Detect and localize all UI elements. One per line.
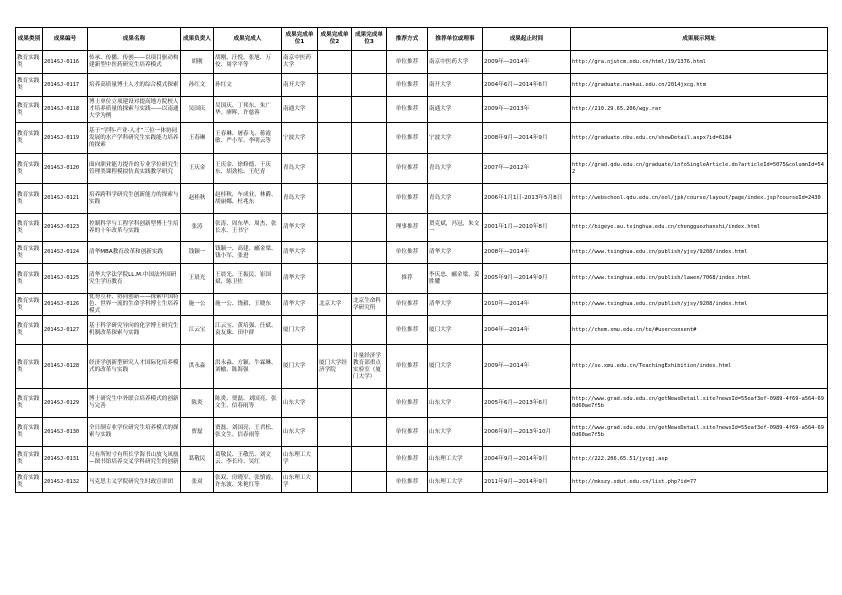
cell-period: 2009年—2013年 [483,97,571,123]
cell-category: 教育实践类 [16,345,43,389]
cell-method: 单位推荐 [387,154,428,184]
cell-leader: 钱颖一 [181,242,214,264]
cell-unit3 [352,97,387,123]
table-row [16,418,828,447]
cell-recommender: 厦门大学 [428,316,483,345]
cell-category: 教育实践类 [16,472,43,493]
cell-members: 孙红文 [214,74,282,97]
cell-members: 施一公、饶毅、王晓东 [214,294,282,316]
cell-code: 2014SJ-0116 [43,51,88,74]
cell-url[interactable]: http://www.grad.sdu.edu.cn/getNewsDetail.site?newsId=55eaf3ef-0989-4f69-a564-690d60ae7f5b [571,418,828,447]
table-row [16,447,828,472]
cell-code: 2014SJ-0120 [43,154,88,184]
cell-unit2 [318,472,352,493]
cell-unit1: 山东理工大学 [282,472,318,493]
cell-url[interactable]: http://bigeye.au.tsinghua.edu.cn/chengguozhanshi/index.html [571,214,828,242]
table-row [16,97,828,123]
cell-members: 王春琳、屠春飞、蒋霞敏、严小军、李明云等 [214,123,282,154]
cell-unit1: 青岛大学 [282,154,318,184]
cell-code: 2014SJ-0125 [43,264,88,294]
cell-members: 钱颖一、高建、郦金梁、钱小军、张进 [214,242,282,264]
table-row [16,74,828,97]
cell-method: 单位推荐 [387,447,428,472]
table-row [16,123,828,154]
cell-leader: 王晨光 [181,264,214,294]
table-row [16,316,828,345]
cell-category: 教育实践类 [16,154,43,184]
cell-period: 2006年1月1日-2013年5月8日 [483,184,571,214]
cell-url[interactable]: http://chem.xmu.edu.cn/te/#userconsent# [571,316,828,345]
cell-category: 教育实践类 [16,214,43,242]
cell-method: 单位推荐 [387,74,428,97]
cell-method: 单位推荐 [387,294,428,316]
cell-unit1: 厦门大学 [282,316,318,345]
cell-recommender: 山东大学 [428,418,483,447]
cell-unit1: 山东理工大学 [282,447,318,472]
table-row [16,294,828,316]
table-row [16,214,828,242]
cell-unit3 [352,242,387,264]
cell-unit3: 计量经济学教育部重点实验室（厦门大学） [352,345,387,389]
cell-leader: 贾磊 [181,418,214,447]
cell-unit2: 厦门大学经济学院 [318,345,352,389]
cell-unit1: 南通大学 [282,97,318,123]
cell-period: 2004年6月—2014年6月 [483,74,571,97]
cell-period: 2011年9月—2014年9月 [483,472,571,493]
cell-unit2 [318,389,352,418]
cell-url[interactable]: http://graduate.nbu.edu.cn/showDetail.aspx?id=6184 [571,123,828,154]
cell-code: 2014SJ-0126 [43,294,88,316]
cell-members: 江云宝、黄培强、任斌、袁友珠、田中群 [214,316,282,345]
cell-category: 教育实践类 [16,51,43,74]
cell-recommender: 山东理工大学 [428,472,483,493]
cell-category: 教育实践类 [16,447,43,472]
cell-recommender: 贺克斌，冯冠，朱文一 [428,214,483,242]
cell-code: 2014SJ-0117 [43,74,88,97]
cell-period: 2007年—2012年 [483,154,571,184]
cell-leader: 施一公 [181,294,214,316]
cell-category: 教育实践类 [16,316,43,345]
cell-name: 传承、传播、传创——以项目驱动构建新型中医药研究生培养模式 [88,51,181,74]
cell-method: 理事推荐 [387,214,428,242]
cell-unit1: 清华大学 [282,264,318,294]
cell-period: 2005年6月—2013年6月 [483,389,571,418]
cell-unit3 [352,418,387,447]
cell-recommender: 青岛大学 [428,154,483,184]
table-row [16,389,828,418]
achievements-sheet [15,27,827,493]
cell-category: 教育实践类 [16,97,43,123]
cell-unit2 [318,74,352,97]
cell-unit1: 青岛大学 [282,184,318,214]
cell-unit3 [352,154,387,184]
cell-category: 教育实践类 [16,74,43,97]
cell-name: 清华大学法学院LL.M.中国法外国研究生学历教育 [88,264,181,294]
cell-name: 基于“学科-产业-人才”三位一体协同发展的水产学科研究生实践能力培养的探索 [88,123,181,154]
cell-name: 博士研究生中外联合培养模式的创新与完善 [88,389,181,418]
cell-unit3 [352,184,387,214]
cell-unit2 [318,51,352,74]
cell-method: 单位推荐 [387,316,428,345]
cell-unit1: 清华大学 [282,294,318,316]
cell-method: 单位推荐 [387,472,428,493]
cell-unit3: 北京生命科学研究所 [352,294,387,316]
cell-method: 单位推荐 [387,242,428,264]
header-members: 成果完成人 [214,28,282,51]
cell-category: 教育实践类 [16,264,43,294]
cell-code: 2014SJ-0123 [43,214,88,242]
cell-members: 葛敬民、王敬岳、刘文云、李长玲、吴红 [214,447,282,472]
cell-category: 教育实践类 [16,184,43,214]
cell-category: 教育实践类 [16,389,43,418]
cell-method: 单位推荐 [387,123,428,154]
cell-unit2 [318,418,352,447]
cell-unit2 [318,316,352,345]
table-row [16,154,828,184]
cell-recommender: 宁波大学 [428,123,483,154]
cell-unit2 [318,447,352,472]
cell-name: 全日制专业学位研究生培养模式的探索与实践 [88,418,181,447]
cell-unit3 [352,472,387,493]
cell-category: 教育实践类 [16,418,43,447]
header-unit2: 成果完成单位2 [318,28,352,51]
cell-url[interactable]: http://webschool.qdu.edu.cn/eol/jpk/course/layout/page/index.jsp?courseId=2430 [571,184,828,214]
cell-unit3 [352,389,387,418]
header-name: 成果名称 [88,28,181,51]
cell-code: 2014SJ-0127 [43,316,88,345]
cell-unit2 [318,97,352,123]
cell-period: 2006年9月—2013年10月 [483,418,571,447]
cell-leader: 陈炎 [181,389,214,418]
cell-name: 优势互补、协同创新——探索中国特色、世界一流的生命学科博士生培养模式 [89,294,179,314]
cell-code: 2014SJ-0121 [43,184,88,214]
cell-recommender: 南开大学 [428,74,483,97]
table-row [16,472,828,493]
cell-name: 培养高质量博士人才的综合模式探索 [88,74,181,97]
table-row [16,242,828,264]
cell-period: 2010年—2014年 [483,294,571,316]
cell-unit2 [318,214,352,242]
cell-name: 尺有所短寸有所长学海书山放飞凤凰—图书馆培养交叉学科研究生的创新 [88,447,181,472]
cell-members: 胡刚、汪悦、张旭、万佼、周学平等 [214,51,282,74]
cell-code: 2014SJ-0130 [43,418,88,447]
header-recommender: 推荐单位或理事 [428,28,483,51]
cell-url[interactable]: http://mkszy.sdut.edu.cn/list.php?id=77 [571,472,828,493]
cell-name: 经济学创新型研究人才国际化培养模式的改革与实践 [88,345,181,389]
cell-period: 2009年—2014年 [483,345,571,389]
table-row [16,184,828,214]
cell-unit3 [352,214,387,242]
cell-code: 2014SJ-0128 [43,345,88,389]
cell-members: 张双、房晓军、张慎霞、许东波、朱艳红等 [214,472,282,493]
cell-url[interactable]: http://se.xmu.edu.cn/TeachingExhibition/index.html [571,345,828,389]
cell-members: 吴国庆、丁邦东、朱广华、廖晖、许慈蓉 [214,97,282,123]
cell-leader: 葛敬民 [181,447,214,472]
cell-period: 2008年—2014年 [483,242,571,264]
cell-leader: 张涛 [181,214,214,242]
cell-unit2 [318,242,352,264]
cell-unit3 [352,74,387,97]
cell-period: 2004年9月—2014年9月 [483,447,571,472]
achievements-table [15,27,828,493]
cell-recommender: 厦门大学 [428,345,483,389]
cell-unit1: 南京中医药大学 [282,51,318,74]
cell-unit3 [352,123,387,154]
cell-method: 单位推荐 [387,51,428,74]
cell-method: 推荐 [387,264,428,294]
cell-unit1: 宁波大学 [282,123,318,154]
cell-name: 控制科学与工程学科创新型博士生培养的十年改革与实践 [88,214,181,242]
cell-unit3 [352,51,387,74]
table-row [16,264,828,294]
cell-unit3 [352,447,387,472]
cell-period: 2005年9月—2014年9月 [483,264,571,294]
cell-name: 基于科学研究导向的化学博士研究生机制改革探索与实践 [88,316,181,345]
cell-members: 张涛、周东华、周杰、张长水、王书宁 [214,214,282,242]
cell-period: 2009年—2014年 [483,51,571,74]
cell-code: 2014SJ-0131 [43,447,88,472]
cell-members: 陈炎、贾磊、刘国亮、张文生、信春雨等 [214,389,282,418]
cell-unit2: 北京大学 [318,294,352,316]
cell-unit2 [318,264,352,294]
cell-url[interactable]: http://210.29.65.206/wgy.rar [571,97,828,123]
cell-recommender: 南通大学 [428,97,483,123]
cell-members: 赵桂秋、车成业、林爵、胡丽娜、杜兆东 [214,184,282,214]
cell-url[interactable]: http://www.tsinghua.edu.cn/publish/lawen/7068/index.html [571,264,828,294]
cell-members: 王庆金、徐修德、于庆东、胡劲松、王纪青 [214,154,282,184]
header-unit3: 成果完成单位3 [352,28,387,51]
cell-recommender: 清华大学 [428,294,483,316]
cell-category: 教育实践类 [16,123,43,154]
cell-recommender: 山东大学 [428,389,483,418]
cell-unit3 [352,264,387,294]
cell-code: 2014SJ-0124 [43,242,88,264]
cell-unit3 [352,316,387,345]
header-code: 成果编号 [43,28,88,51]
cell-url[interactable]: http://222.206.65.51/jycgj.asp [571,447,828,472]
cell-code: 2014SJ-0119 [43,123,88,154]
header-row [16,28,828,51]
cell-url[interactable]: http://www.tsinghua.edu.cn/publish/yjsy/9208/index.html [571,242,828,264]
cell-url[interactable]: http://www.grad.sdu.edu.cn/getNewsDetail.site?newsId=55eaf3ef-0989-4f69-a564-690d60ae7f5b [571,389,828,418]
cell-code: 2014SJ-0118 [43,97,88,123]
cell-unit2 [318,154,352,184]
header-leader: 成果负责人 [181,28,214,51]
cell-leader: 江云宝 [181,316,214,345]
cell-members: 贾磊、刘国亮、王君松、张文生、信春雨等 [214,418,282,447]
cell-unit1: 山东大学 [282,389,318,418]
cell-name: 面向职业能力提升的专业学位研究生管理类课程模拟仿真实践教学研究 [88,154,181,184]
header-unit1: 成果完成单位1 [282,28,318,51]
cell-leader: 王春琳 [181,123,214,154]
table-row [16,345,828,389]
cell-unit1: 清华大学 [282,242,318,264]
cell-method: 单位推荐 [387,345,428,389]
cell-method: 单位推荐 [387,418,428,447]
cell-leader: 王庆金 [181,154,214,184]
header-url: 成果展示网址 [571,28,828,51]
cell-members: 王晨光、王振民、崔国斌、陈卫佐 [214,264,282,294]
cell-method: 单位推荐 [387,389,428,418]
cell-unit2 [318,123,352,154]
cell-method: 单位推荐 [387,184,428,214]
cell-name: 马克思主义学院研究生时政宣讲团 [88,472,181,493]
cell-leader: 洪永淼 [181,345,214,389]
cell-url[interactable]: http://graduate.nankai.edu.cn/2014jxcg.htm [571,74,828,97]
cell-recommender: 南京中医药大学 [428,51,483,74]
cell-leader: 胡刚 [181,51,214,74]
cell-code: 2014SJ-0129 [43,389,88,418]
header-method: 推荐方式 [387,28,428,51]
cell-members: 洪永淼、方颖、牛霖琳、刘榆、陈海强 [214,345,282,389]
header-category: 成果类别 [16,28,43,51]
cell-code: 2014SJ-0132 [43,472,88,493]
cell-period: 2004年—2014年 [483,316,571,345]
cell-unit1: 厦门大学 [282,345,318,389]
cell-leader: 孙红文 [181,74,214,97]
cell-name: 清华MBA教育改革和创新实践 [88,242,181,264]
cell-unit2 [318,184,352,214]
cell-url[interactable]: http://grad.qdu.edu.cn/graduate/infoSingleArticle.do?articleId=5075&columnId=542 [571,154,828,184]
cell-url[interactable]: http://gra.njutcm.edu.cn/html/19/1376.html [571,51,828,74]
cell-recommender: 李庆忠、郦金梁、姜胜耀 [428,264,483,294]
cell-unit1: 清华大学 [282,214,318,242]
table-row [16,51,828,74]
cell-recommender: 清华大学 [428,242,483,264]
cell-name: 博士单位立项建设对提高地方院校人才培养质量的探索与实践——以南通大学为例 [88,97,181,123]
cell-recommender: 青岛大学 [428,184,483,214]
cell-leader: 赵桂秋 [181,184,214,214]
cell-period: 2001年1月—2010年8月 [483,214,571,242]
cell-leader: 张双 [181,472,214,493]
cell-url[interactable]: http://www.tsinghua.edu.cn/publish/yjsy/9208/index.html [571,294,828,316]
cell-method: 单位推荐 [387,97,428,123]
cell-recommender: 山东理工大学 [428,447,483,472]
cell-category: 教育实践类 [16,242,43,264]
cell-leader: 吴国庆 [181,97,214,123]
cell-name: 培养跨科学研究生创新能力的探索与实践 [88,184,181,214]
cell-category: 教育实践类 [16,294,43,316]
cell-unit1: 山东大学 [282,418,318,447]
header-period: 成果起止时间 [483,28,571,51]
cell-unit1: 南开大学 [282,74,318,97]
cell-period: 2008年9月—2014年9月 [483,123,571,154]
